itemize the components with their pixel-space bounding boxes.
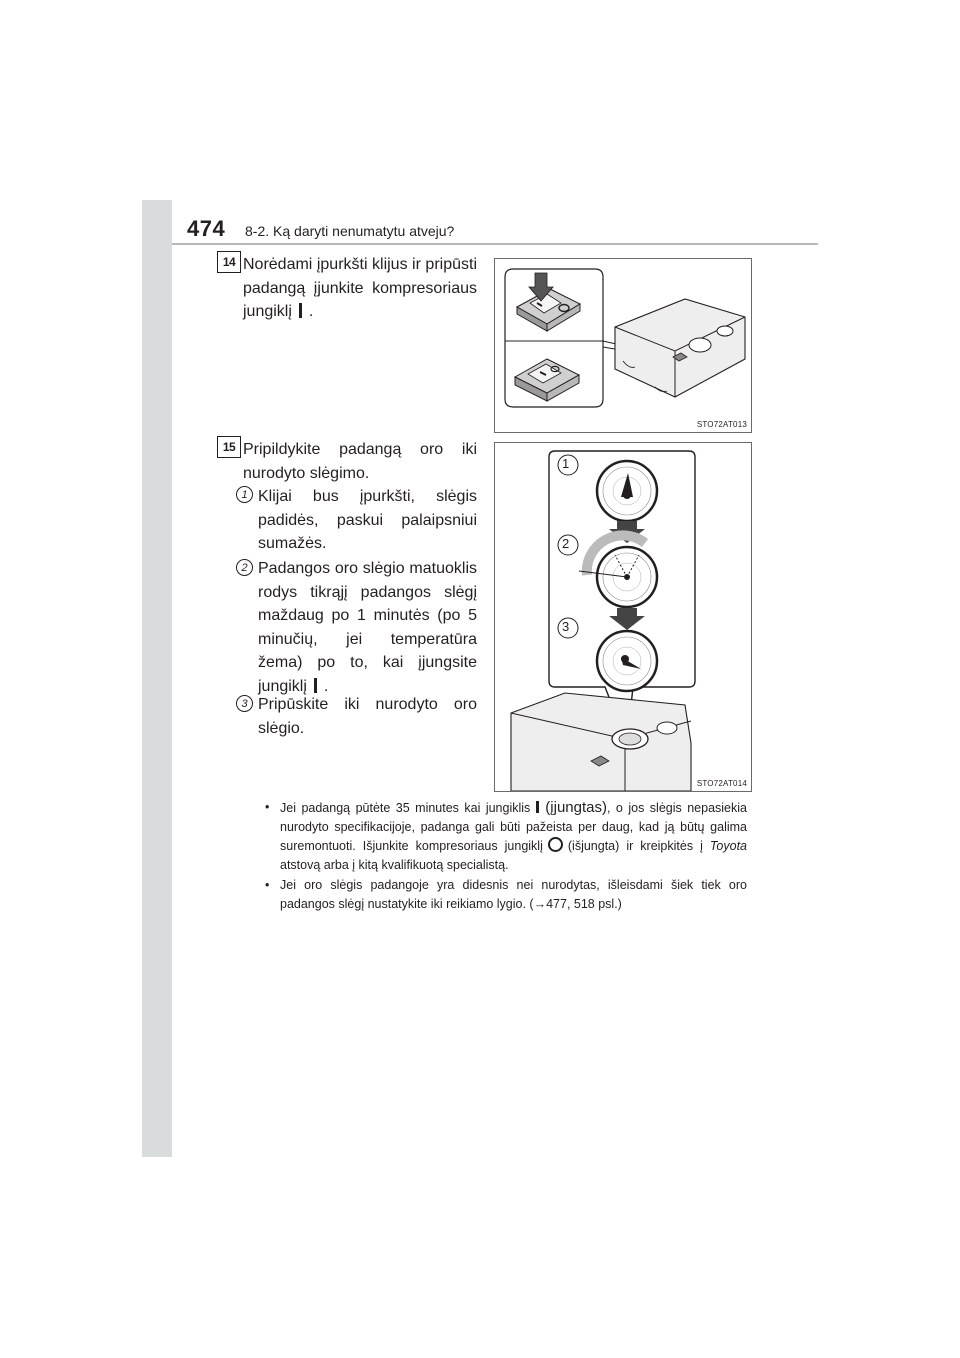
figure-code: STO72AT013 [696, 420, 747, 429]
note-1-part-5: atstovą arba į kitą kvalifikuotą specialistą. [280, 858, 509, 872]
figure-compressor-switch [494, 258, 752, 433]
subitem-3-text: Pripūskite iki nurodyto oro slėgio. [258, 696, 477, 737]
figure-pressure-gauges [494, 442, 752, 792]
step-badge-15: 15 [217, 436, 241, 458]
step-15-intro: Pripildykite padangą oro iki nurodyto slėgimo. [243, 441, 477, 482]
note-1-part-1: Jei padangą pūtėte 35 minutes kai jungiklis [280, 801, 531, 815]
notes-list [263, 798, 747, 915]
note-2-text: Jei oro slėgis padangoje yra didesnis nei nurodytas, išleisdami šiek tiek oro padangos slėgį nustatykite iki reikiamo lygio. (→477, 518 psl.) [280, 878, 747, 911]
subitem-marker-2: 2 [236, 559, 253, 576]
figure-label-2: 2 [562, 536, 570, 551]
subitem-2-text [258, 557, 477, 698]
note-1-part-3: , o jos slėgis nepasiekia nurodyto specifikacijoje, padanga gali būti pažeista per daug, kad ją būtų galima suremontuoti. Išjunkite kompresoriaus jungiklį [280, 801, 747, 853]
step-badge-14: 14 [217, 251, 241, 273]
bullet: • [265, 800, 270, 814]
note-1-brand: Toyota [709, 839, 747, 853]
step-14-text [243, 253, 477, 324]
figure-label-3: 3 [562, 619, 570, 634]
note-1-part-2: (įjungtas) [545, 799, 607, 816]
page-number: 474 [187, 216, 226, 241]
note-item [263, 798, 747, 875]
section-title: 8-2. Ką daryti nenumatytu atveju? [245, 223, 455, 239]
figure-label-1: 1 [562, 456, 570, 471]
compressor-switch-illustration [495, 259, 751, 432]
pressure-gauge-illustration [495, 443, 751, 791]
switch-on-icon [536, 801, 539, 813]
switch-off-icon [548, 837, 563, 852]
subitem-1-text: Klijai bus įpurkšti, slėgis padidės, paskui palaipsniui sumažės. [258, 488, 477, 552]
switch-on-icon [314, 678, 317, 693]
note-item [263, 876, 747, 914]
header-rule [172, 243, 818, 245]
step-14-text-main: Norėdami įpurkšti klijus ir pripūsti padangą įjunkite kompresoriaus jungiklį [243, 256, 477, 320]
figure-code: STO72AT014 [696, 779, 747, 788]
sidebar-band [142, 200, 172, 1157]
note-1-part-4: (išjungta) ir kreipkitės į [567, 839, 703, 853]
subitem-2-text-end: . [323, 677, 329, 695]
subitem-marker-1: 1 [236, 486, 253, 503]
subitem-2-text-main: Padangos oro slėgio matuoklis rodys tikrąjį padangos slėgį maždaug po 1 minutės (po 5 minučių, jei temperatūra žema) po to, kai įjungsite jungiklį [258, 560, 477, 695]
bullet: • [265, 878, 270, 892]
switch-on-icon [299, 303, 302, 318]
subitem-marker-3: 3 [236, 695, 253, 712]
step-14-text-end: . [308, 303, 314, 320]
